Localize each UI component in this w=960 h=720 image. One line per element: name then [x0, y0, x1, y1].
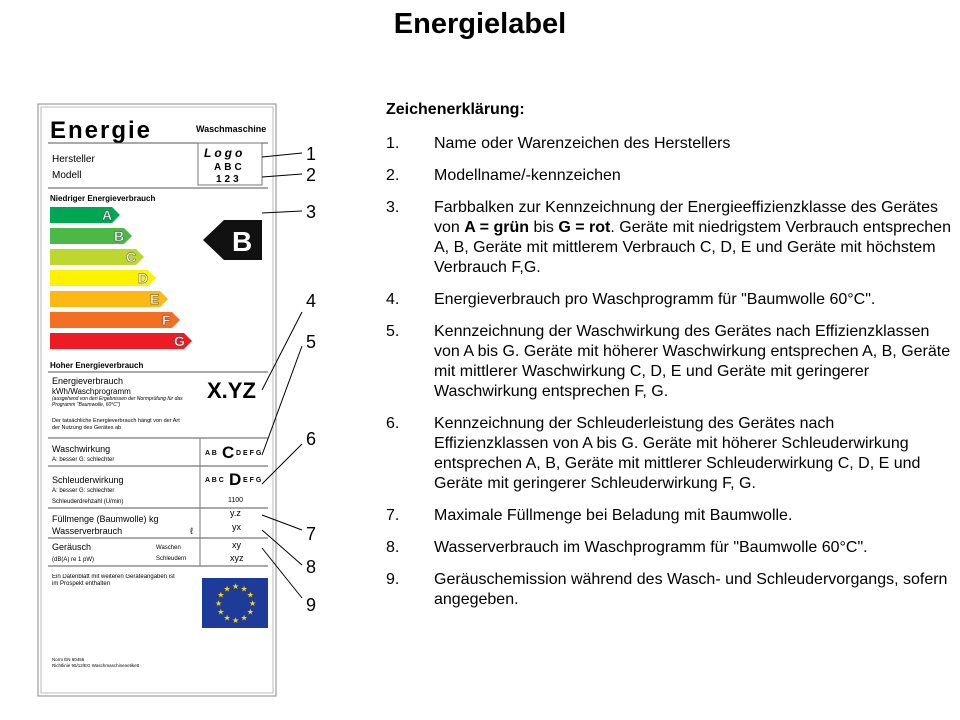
wash-class: C — [222, 443, 235, 462]
legend-item — [386, 506, 952, 526]
legend-item — [386, 570, 952, 610]
eu-star-icon: ★ — [246, 607, 254, 617]
eu-star-icon: ★ — [232, 616, 240, 625]
noise-spin-label: Schleudern — [156, 556, 187, 562]
callout-1: 1 — [306, 144, 317, 164]
efficiency-bar-letter: C — [126, 249, 137, 265]
legend-heading: Zeichenerklärung: — [386, 101, 525, 118]
noise-spin-value: xyz — [230, 553, 244, 563]
consumption-unit: kWh/Waschprogramm — [52, 387, 131, 396]
water-label: Wasserverbrauch — [52, 526, 123, 536]
eu-star-icon: ★ — [232, 582, 240, 591]
datasheet-note: Ein Datenblatt mit weiteren Geräteangaben ist im Prospekt enthalten — [52, 574, 175, 587]
legend-item — [386, 290, 952, 310]
capacity-value: y.z — [230, 508, 241, 518]
efficiency-bar-letter: B — [114, 228, 125, 244]
wash-scale-right: D E F G — [236, 450, 262, 457]
callout-4: 4 — [306, 291, 317, 311]
legend-item-text: Geräuschemission während des Wasch- und Schleudervorgangs, sofern angegeben. — [434, 571, 948, 608]
callout-numbers — [306, 144, 316, 615]
legend-item-text: Wasserverbrauch im Waschprogramm für "Baumwolle 60°C". — [434, 539, 868, 556]
eu-star-icon: ★ — [223, 584, 231, 594]
eu-star-icon: ★ — [249, 599, 257, 608]
label-heading: Energie — [50, 117, 153, 144]
noise-label: Geräusch — [52, 542, 92, 552]
spin-speed-value: 1100 — [228, 497, 244, 504]
spin-scale-right: E F G — [243, 477, 262, 484]
spin-class: D — [229, 470, 242, 489]
legend-item-text: Modellname/-kennzeichen — [434, 167, 621, 184]
wash-title: Waschwirkung — [52, 444, 111, 454]
legend-item — [386, 538, 952, 558]
legend-item-text — [434, 198, 952, 278]
eu-star-icon: ★ — [240, 613, 248, 623]
callout-8: 8 — [306, 557, 317, 577]
callout-6: 6 — [306, 429, 317, 449]
eu-star-icon: ★ — [223, 613, 231, 623]
spin-title: Schleuderwirkung — [52, 475, 124, 485]
callout-5: 5 — [306, 332, 317, 352]
efficiency-bar-letter: F — [162, 312, 171, 328]
legend-item-number: 2. — [386, 167, 400, 184]
callout-9: 9 — [306, 595, 317, 615]
legend-item — [386, 322, 952, 402]
high-consumption-label: Hoher Energieverbrauch — [50, 361, 144, 370]
efficiency-bar-letter: E — [150, 291, 160, 307]
wash-scale-left: A B — [205, 450, 217, 457]
legend-item-red: G = rot — [558, 219, 611, 236]
legend-item — [386, 166, 952, 186]
legend-item-text-pre: Farbbalken zur Kennzeichnung der Energieeffizienzklasse des Gerätes von — [434, 199, 938, 236]
label-model: Modell — [52, 170, 82, 181]
usage-note: Der tatsächliche Energieverbrauch hängt von der Art der Nutzung des Gerätes ab — [52, 418, 180, 431]
rating-letter: B — [232, 226, 253, 257]
wash-scale: A: besser G: schlechter — [52, 457, 115, 463]
efficiency-bar-letter: A — [102, 207, 113, 223]
consumption-note: (ausgehend von den Ergebnissen der Normprüfung für das Programm "Baumwolle, 60°C") — [52, 396, 183, 408]
legend-item-text: Kennzeichnung der Schleuderleistung des Gerätes nach Effizienzklassen von A bis G. Geräte mit höherer Schleuderwirkung entsprechen A, B, Geräte mit mittlerer Schleuderwirkung C, D, E und Geräte mit geringerer Schleuderwirkung F, G. — [434, 415, 921, 492]
eu-star-icon: ★ — [215, 599, 223, 608]
capacity-label: Füllmenge (Baumwolle) kg — [52, 514, 159, 524]
norm-text: Norm EN 60456 — [52, 657, 85, 662]
legend-item-number: 3. — [386, 199, 400, 216]
noise-wash-value: xy — [232, 540, 241, 550]
noise-wash-label: Waschen — [156, 545, 181, 551]
spin-speed-label: Schleuderdrehzahl (U/min) — [52, 499, 124, 505]
efficiency-bar-letter: D — [138, 270, 149, 286]
legend-item-number: 9. — [386, 571, 400, 588]
spin-scale: A: besser G: schlechter — [52, 488, 115, 494]
directive-text: Richtlinie 95/12/EG Waschmaschinenetikett — [52, 663, 140, 668]
legend-item-number: 7. — [386, 507, 400, 524]
legend-item-number: 1. — [386, 135, 400, 152]
manufacturer-logo: Logo — [204, 146, 246, 160]
efficiency-bar-g — [50, 333, 192, 349]
label-manufacturer: Hersteller — [52, 154, 95, 165]
callout-3: 3 — [306, 202, 317, 222]
legend-item — [386, 414, 952, 494]
low-consumption-label: Niedriger Energieverbrauch — [50, 194, 156, 203]
legend-item-text: Maximale Füllmenge bei Beladung mit Baumwolle. — [434, 507, 793, 524]
water-value: yx — [232, 522, 241, 532]
legend-item-number: 4. — [386, 291, 400, 308]
legend-item — [386, 198, 952, 278]
legend-item-text-mid: bis — [529, 219, 559, 236]
callout-2: 2 — [306, 165, 317, 185]
legend-item-text: Name oder Warenzeichen des Herstellers — [434, 135, 731, 152]
legend-item — [386, 134, 952, 154]
legend-item-text: Energieverbrauch pro Waschprogramm für "Baumwolle 60°C". — [434, 291, 876, 308]
callout-7: 7 — [306, 524, 317, 544]
model-code: ABC — [214, 162, 245, 173]
page-title: Energielabel — [393, 8, 567, 40]
efficiency-bar-f — [50, 312, 180, 328]
legend-item-text: Kennzeichnung der Waschwirkung des Gerätes nach Effizienzklassen von A bis G. Geräte mit höherer Waschwirkung entsprechen A, B, Geräte mit mittlerer Waschwirkung C, D, E und Geräte mit geringerer Waschwirkung entsprechen F, G. — [434, 323, 951, 400]
legend-item-text-post: . Geräte mit niedrigstem Verbrauch entsprechen A, B, Geräte mit mittlerem Verbrauch C, D, E und Geräte mit höchstem Verbrauch F,G. — [434, 219, 951, 276]
legend-item-number: 5. — [386, 323, 400, 340]
eu-star-icon: ★ — [217, 607, 225, 617]
consumption-value: X.YZ — [207, 378, 256, 403]
eu-star-icon: ★ — [240, 584, 248, 594]
spin-scale-left: A B C — [205, 477, 224, 484]
water-unit: ℓ — [190, 526, 193, 536]
legend — [386, 100, 952, 622]
label-appliance: Waschmaschine — [196, 124, 267, 134]
model-number: 123 — [216, 174, 242, 185]
consumption-title: Energieverbrauch — [52, 376, 124, 386]
legend-item-number: 6. — [386, 415, 400, 432]
eu-star-icon: ★ — [246, 590, 254, 600]
efficiency-bar-letter: G — [174, 333, 185, 349]
legend-item-green: A = grün — [464, 219, 529, 236]
legend-item-number: 8. — [386, 539, 400, 556]
noise-unit: (dB(A) re 1 pW) — [52, 557, 95, 563]
eu-star-icon: ★ — [217, 590, 225, 600]
